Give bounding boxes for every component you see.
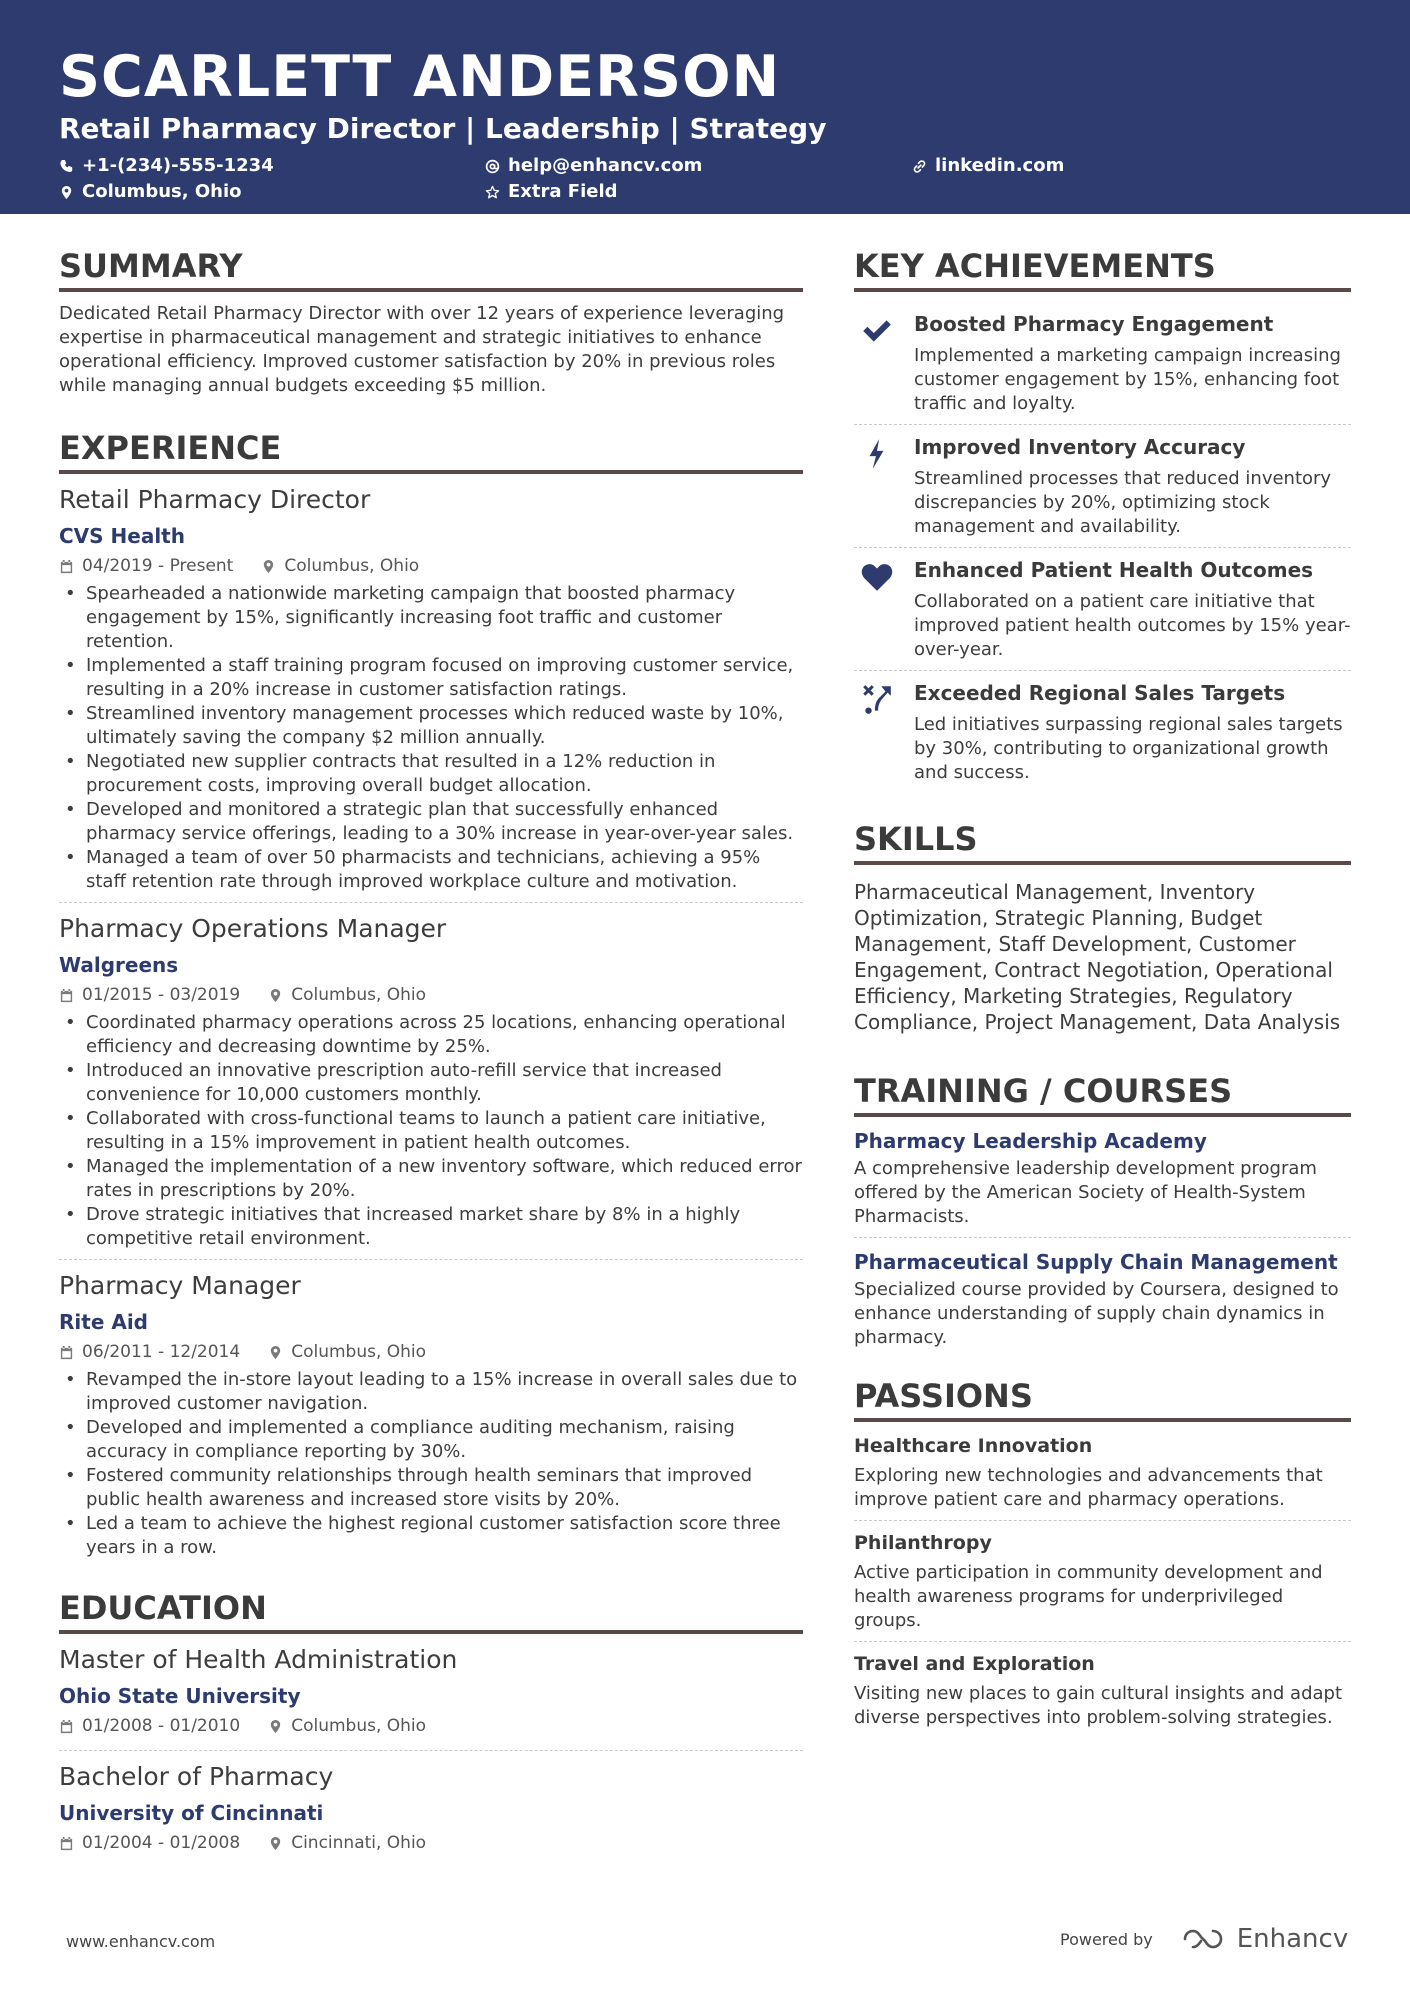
course-desc: Specialized course provided by Coursera, designed to enhance understanding of supply chain dynamics in pharmacy. [854,1279,1339,1348]
achievement-desc: Streamlined processes that reduced inventory discrepancies by 20%, optimizing stock management and availability. [914,468,1332,537]
passion-desc: Active participation in community development and health awareness programs for underprivileged groups. [854,1562,1323,1631]
linkedin-text: linkedin.com [935,155,1065,176]
location-pin-icon [59,185,74,200]
job-location [261,554,419,578]
education-school: University of Cincinnati [59,1801,324,1825]
job-company: Walgreens [59,953,179,977]
job-bullets [59,582,803,894]
skills-heading: SKILLS [854,819,1351,865]
powered-by-text: Powered by [1060,1929,1153,1949]
education-heading: EDUCATION [59,1588,803,1634]
education-dates-text: 01/2008 - 01/2010 [82,1716,241,1736]
course-item [854,1127,1351,1238]
enhancv-logo-icon [1181,1926,1229,1952]
achievements-heading: KEY ACHIEVEMENTS [854,246,1351,292]
job-bullet: • Introduced an innovative prescription auto-refill service that increased convenience for 10,000 customers monthly. [59,1059,803,1107]
candidate-name: SCARLETT ANDERSON [59,44,781,110]
achievement-item [854,425,1351,548]
contact-info [59,154,1410,214]
achievement-item [854,671,1351,793]
contact-email[interactable] [485,154,702,178]
summary-heading: SUMMARY [59,246,803,292]
experience-section [59,428,803,1568]
job-entry [59,484,803,903]
achievement-icon-wrap [854,310,900,416]
passion-title: Travel and Exploration [854,1653,1095,1675]
education-entry [59,1644,803,1751]
job-bullets [59,1368,803,1560]
education-meta [59,1831,803,1855]
job-dates [59,554,233,578]
footer-branding [1060,1924,1348,1954]
passion-item [854,1529,1351,1642]
job-meta [59,1340,803,1364]
achievement-icon-wrap [854,679,900,785]
job-bullet: • Negotiated new supplier contracts that resulted in a 12% reduction in procurement costs, improving overall budget allocation. [59,750,803,798]
achievement-title: Boosted Pharmacy Engagement [914,312,1274,336]
job-bullet: • Fostered community relationships through health seminars that improved public health awareness and increased store visits by 20%. [59,1464,803,1512]
summary-text: Dedicated Retail Pharmacy Director with over 12 years of experience leveraging expertise in pharmaceutical management and strategic initiatives to enhance operational efficiency. Improved customer satisfaction by 20% in previous roles while managing annual budgets exceeding $5 million. [59,303,785,396]
skills-section [854,819,1351,1035]
achievement-title: Exceeded Regional Sales Targets [914,681,1286,705]
job-entry [59,1270,803,1568]
job-location [268,983,426,1007]
job-bullet: • Spearheaded a nationwide marketing campaign that boosted pharmacy engagement by 15%, significantly increasing foot traffic and customer retention. [59,582,803,654]
job-dates-text: 01/2015 - 03/2019 [82,985,241,1005]
location-pin-icon [268,988,283,1003]
job-role: Retail Pharmacy Director [59,485,371,514]
job-location [268,1340,426,1364]
job-role: Pharmacy Operations Manager [59,914,447,943]
course-title: Pharmacy Leadership Academy [854,1129,1207,1153]
education-location-text: Columbus, Ohio [291,1716,427,1736]
job-bullets [59,1011,803,1251]
job-bullet: • Developed and monitored a strategic plan that successfully enhanced pharmacy service offerings, leading to a 30% increase in year-over-year sales. [59,798,803,846]
passions-heading: PASSIONS [854,1376,1351,1422]
course-title: Pharmaceutical Supply Chain Management [854,1250,1338,1274]
education-section [59,1588,803,1867]
at-icon [485,159,500,174]
education-location [268,1714,426,1738]
contact-location [59,180,242,204]
achievement-item [854,548,1351,671]
education-dates-text: 01/2004 - 01/2008 [82,1833,241,1853]
job-location-text: Columbus, Ohio [284,556,420,576]
job-company: CVS Health [59,524,185,548]
job-location-text: Columbus, Ohio [291,1342,427,1362]
enhancv-brand-text: Enhancv [1236,1924,1349,1954]
education-dates [59,1714,240,1738]
summary-section [59,246,803,398]
left-column [59,246,803,1897]
course-desc: A comprehensive leadership development program offered by the American Society of Health-System Pharmacists. [854,1158,1317,1227]
calendar-icon [59,1836,74,1851]
job-bullet: • Managed a team of over 50 pharmacists and technicians, achieving a 95% staff retention rate through improved workplace culture and motivation. [59,846,803,894]
job-bullet: • Drove strategic initiatives that increased market share by 8% in a highly competitive retail environment. [59,1203,803,1251]
heart-icon [860,560,894,594]
job-company: Rite Aid [59,1310,148,1334]
extra-field-text: Extra Field [508,181,618,202]
location-pin-icon [268,1836,283,1851]
job-bullet: • Collaborated with cross-functional teams to launch a patient care initiative, resulting in a 15% improvement in patient health outcomes. [59,1107,803,1155]
passion-desc: Exploring new technologies and advancements that improve patient care and pharmacy operations. [854,1465,1323,1510]
strategy-icon [860,683,894,717]
star-icon [485,185,500,200]
education-location-text: Cincinnati, Ohio [291,1833,427,1853]
job-dates [59,983,240,1007]
enhancv-logo[interactable] [1181,1924,1348,1954]
achievements-section [854,246,1351,793]
job-bullet: • Developed and implemented a compliance auditing mechanism, raising accuracy in compliance reporting by 30%. [59,1416,803,1464]
passion-desc: Visiting new places to gain cultural insights and adapt diverse perspectives into problem-solving strategies. [854,1683,1343,1728]
location-pin-icon [268,1719,283,1734]
job-bullet: • Implemented a staff training program focused on improving customer service, resulting in a 20% increase in customer satisfaction ratings. [59,654,803,702]
education-meta [59,1714,803,1738]
training-heading: TRAINING / COURSES [854,1071,1351,1117]
passion-title: Healthcare Innovation [854,1435,1093,1457]
resume-header [0,0,1410,214]
achievement-title: Improved Inventory Accuracy [914,435,1246,459]
skills-text: Pharmaceutical Management, Inventory Optimization, Strategic Planning, Budget Management, Staff Development, Customer Engagement, Contract Negotiation, Operational Efficiency, Marketing Strategies, Regulatory Compliance, Project Management, Data Analysis [854,880,1341,1034]
education-location [268,1831,426,1855]
job-bullet: • Streamlined inventory management processes which reduced waste by 10%, ultimately saving the company $2 million annually. [59,702,803,750]
passion-item [854,1432,1351,1521]
contact-phone[interactable] [59,154,274,178]
email-text: help@enhancv.com [508,155,703,176]
link-icon [912,159,927,174]
achievement-icon-wrap [854,433,900,539]
checkmark-icon [860,314,894,348]
passions-section [854,1376,1351,1738]
job-role: Pharmacy Manager [59,1271,301,1300]
achievement-desc: Collaborated on a patient care initiative that improved patient health outcomes by 15% year-over-year. [914,591,1351,660]
job-bullet: • Revamped the in-store layout leading to a 15% increase in overall sales due to improved customer navigation. [59,1368,803,1416]
job-meta [59,554,803,578]
job-dates-text: 06/2011 - 12/2014 [82,1342,241,1362]
training-section [854,1071,1351,1358]
location-pin-icon [261,559,276,574]
calendar-icon [59,1345,74,1360]
phone-text: +1-(234)-555-1234 [82,155,274,176]
contact-extra [485,180,618,204]
achievement-item [854,302,1351,425]
education-entry [59,1761,803,1867]
job-dates-text: 04/2019 - Present [82,556,234,576]
calendar-icon [59,988,74,1003]
job-bullet: • Coordinated pharmacy operations across 25 locations, enhancing operational efficiency and decreasing downtime by 25%. [59,1011,803,1059]
location-text: Columbus, Ohio [82,181,242,202]
passion-title: Philanthropy [854,1532,992,1554]
course-item [854,1248,1351,1358]
location-pin-icon [268,1345,283,1360]
education-degree: Bachelor of Pharmacy [59,1762,334,1791]
achievement-desc: Led initiatives surpassing regional sales targets by 30%, contributing to organizational growth and success. [914,714,1343,783]
job-location-text: Columbus, Ohio [291,985,427,1005]
passion-item [854,1650,1351,1738]
education-school: Ohio State University [59,1684,301,1708]
experience-heading: EXPERIENCE [59,428,803,474]
job-bullet: • Led a team to achieve the highest regional customer satisfaction score three years in a row. [59,1512,803,1560]
job-meta [59,983,803,1007]
calendar-icon [59,559,74,574]
phone-icon [59,159,74,174]
job-bullet: • Managed the implementation of a new inventory software, which reduced error rates in prescriptions by 20%. [59,1155,803,1203]
achievement-icon-wrap [854,556,900,662]
calendar-icon [59,1719,74,1734]
footer-website[interactable]: www.enhancv.com [66,1932,216,1951]
job-entry [59,913,803,1260]
lightning-icon [860,437,894,471]
achievement-desc: Implemented a marketing campaign increasing customer engagement by 15%, enhancing foot traffic and loyalty. [914,345,1341,414]
achievement-title: Enhanced Patient Health Outcomes [914,558,1314,582]
contact-linkedin[interactable] [912,154,1064,178]
right-column [854,246,1351,1768]
education-degree: Master of Health Administration [59,1645,458,1674]
education-dates [59,1831,240,1855]
job-dates [59,1340,240,1364]
candidate-title: Retail Pharmacy Director | Leadership | Strategy [59,112,827,145]
